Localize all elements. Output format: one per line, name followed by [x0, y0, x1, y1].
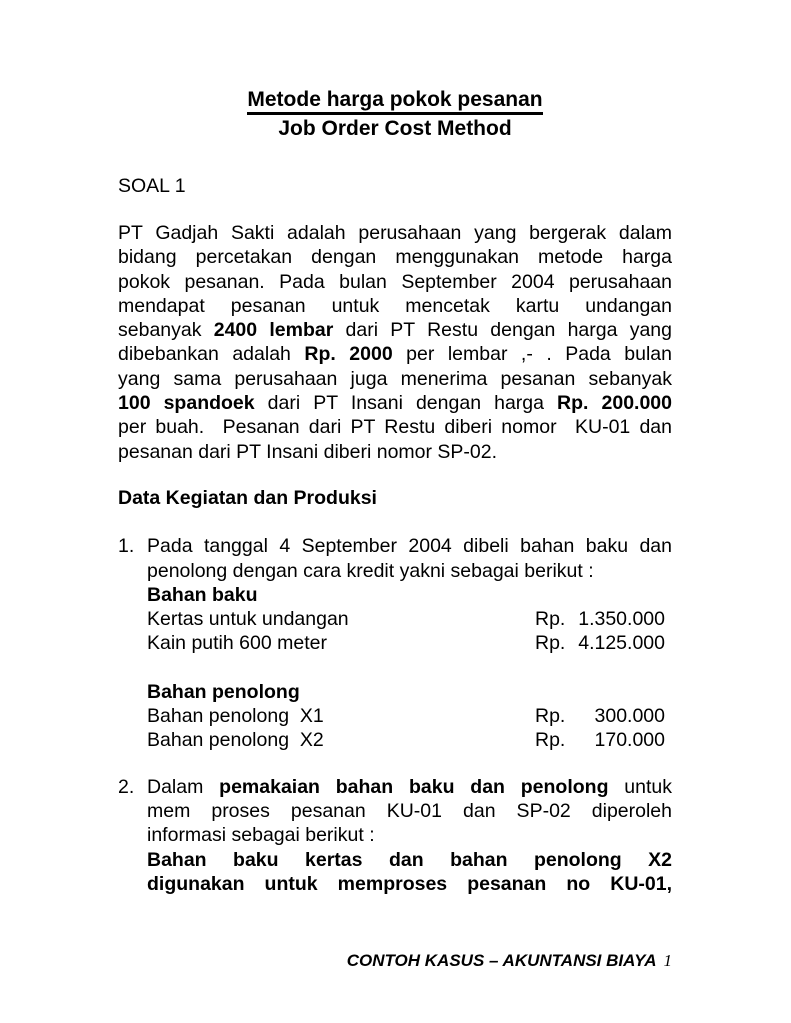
list-item-1 [118, 534, 672, 752]
paragraph-line: mendapat pesanan untuk mencetak kartu undangan [118, 294, 672, 317]
material-label: Bahan penolong X1 [147, 705, 324, 728]
problem-label: SOAL 1 [118, 175, 186, 197]
material-amount [535, 704, 665, 728]
currency-label: Rp. [535, 729, 566, 752]
list-item-line: Bahan baku kertas dan bahan penolong X2 [147, 848, 672, 871]
material-label: Kain putih 600 meter [147, 632, 327, 655]
amount-value: 170.000 [594, 729, 665, 752]
material-group-heading: Bahan baku [147, 583, 258, 606]
list-item-line: penolong dengan cara kredit yakni sebagai berikut : [147, 559, 594, 582]
paragraph-line: 100 spandoek dari PT Insani dengan harga Rp. 200.000 [118, 392, 672, 415]
material-row [147, 631, 672, 655]
list-item-line: digunakan untuk memproses pesanan no KU-01, [147, 872, 672, 895]
material-row [147, 728, 672, 752]
list-item-line: mem proses pesanan KU-01 dan SP-02 diperoleh [147, 799, 672, 822]
document-subtitle: Job Order Cost Method [278, 117, 512, 140]
paragraph-line: bidang percetakan dengan menggunakan metode harga [118, 246, 672, 269]
material-label: Bahan penolong X2 [147, 729, 324, 752]
paragraph-line: pokok pesanan. Pada bulan September 2004 perusahaan [118, 270, 672, 293]
section-heading: Data Kegiatan dan Produksi [118, 486, 377, 509]
material-row [147, 607, 672, 631]
document-title [118, 86, 672, 115]
paragraph-line: yang sama perusahaan juga menerima pesanan sebanyak [118, 367, 672, 390]
material-amount [535, 631, 665, 655]
material-label: Kertas untuk undangan [147, 608, 349, 631]
material-group-heading: Bahan penolong [147, 680, 300, 703]
list-item-content [147, 534, 672, 752]
list-item-number: 1. [118, 535, 135, 558]
intro-paragraph [118, 221, 672, 464]
currency-label: Rp. [535, 632, 566, 655]
amount-value: 4.125.000 [578, 632, 665, 655]
list-item-line: informasi sebagai berikut : [147, 824, 375, 847]
currency-label: Rp. [535, 705, 566, 728]
list-item-content [147, 775, 672, 896]
title-block [118, 86, 672, 142]
page-footer [347, 951, 672, 971]
material-row [147, 704, 672, 728]
document-title-text: Metode harga pokok pesanan [247, 88, 542, 115]
list-item-2 [118, 775, 672, 896]
page-number: 1 [663, 951, 672, 970]
paragraph-line: PT Gadjah Sakti adalah perusahaan yang bergerak dalam [118, 222, 672, 244]
currency-label: Rp. [535, 608, 566, 631]
paragraph-line: pesanan dari PT Insani diberi nomor SP-02. [118, 440, 498, 463]
list-item-line: Pada tanggal 4 September 2004 dibeli bahan baku dan [147, 535, 672, 558]
amount-value: 300.000 [594, 705, 665, 728]
footer-text: CONTOH KASUS – AKUNTANSI BIAYA [346, 951, 657, 970]
paragraph-line: per buah. Pesanan dari PT Restu diberi nomor KU-01 dan [118, 416, 672, 439]
material-amount [535, 607, 665, 631]
paragraph-line: sebanyak 2400 lembar dari PT Restu dengan harga yang [118, 319, 672, 342]
amount-value: 1.350.000 [578, 608, 665, 631]
list-item-line: Dalam pemakaian bahan baku dan penolong untuk [147, 775, 673, 798]
list-item-number: 2. [118, 775, 135, 798]
blank-line [147, 656, 672, 680]
material-amount [535, 728, 665, 752]
paragraph-line: dibebankan adalah Rp. 2000 per lembar ,- . Pada bulan [118, 343, 672, 366]
